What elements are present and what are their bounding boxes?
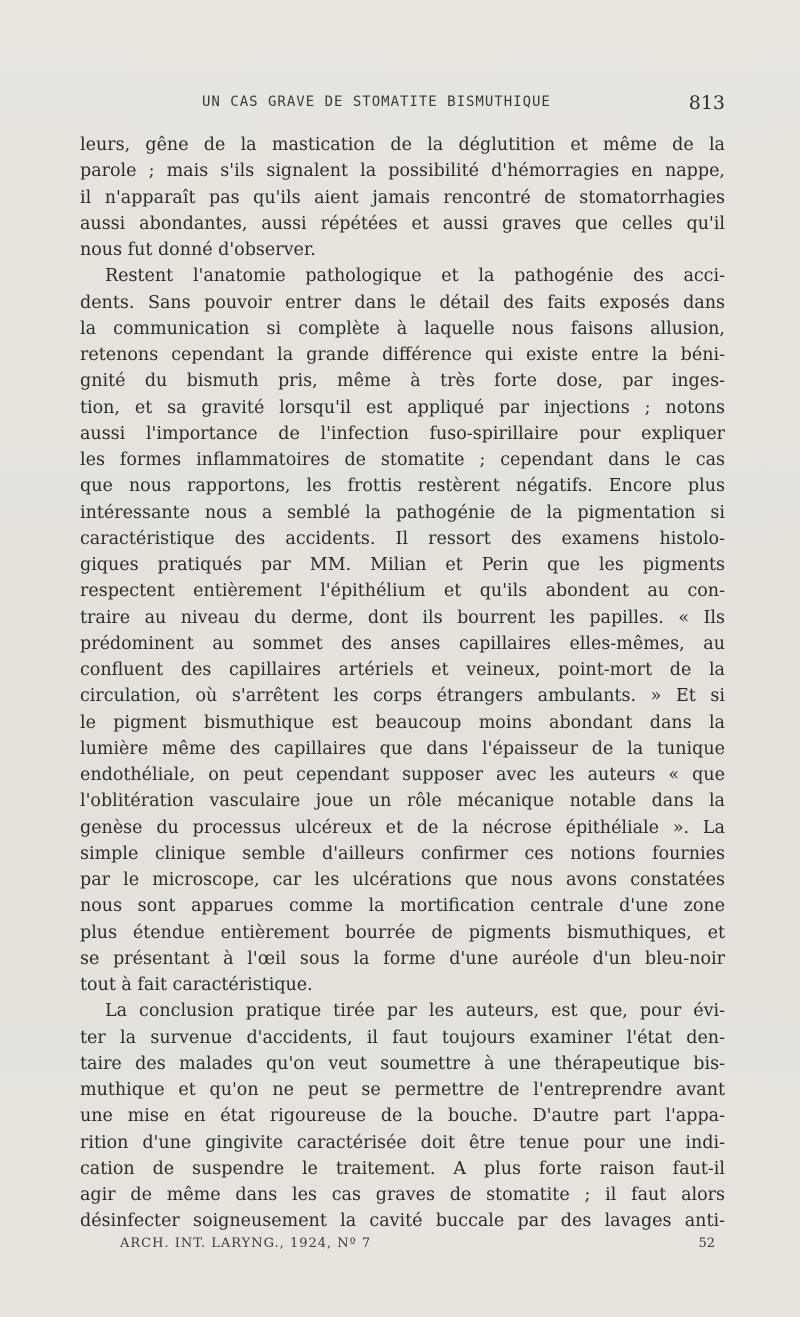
text-line: se présentant à l'œil sous la forme d'une auréole d'un bleu-noir (80, 948, 725, 969)
text-line: le pigment bismuthique est beaucoup moins abondant dans la (80, 712, 725, 733)
text-line: traire au niveau du derme, dont ils bourrent les papilles. « Ils (80, 607, 725, 628)
journal-reference: ARCH. INT. LARYNG., 1924, Nº 7 (120, 1236, 372, 1251)
text-line: circulation, où s'arrêtent les corps étrangers ambulants. » Et si (80, 686, 725, 707)
text-line: lumière même des capillaires que dans l'épaisseur de la tunique (80, 738, 725, 759)
text-line: Restent l'anatomie pathologique et la pathogénie des acci- (105, 266, 725, 287)
text-line: nous fut donné d'observer. (80, 240, 316, 260)
running-title: UN CAS GRAVE DE STOMATITE BISMUTHIQUE (202, 94, 551, 110)
text-line: par le microscope, car les ulcérations que nous avons constatées (80, 870, 725, 890)
running-header (80, 92, 725, 116)
text-line: tion, et sa gravité lorsqu'il est appliqué par injections ; notons (80, 397, 725, 418)
text-line: cation de suspendre le traitement. A plus forte raison faut-il (80, 1158, 725, 1179)
text-line: dents. Sans pouvoir entrer dans le détail des faits exposés dans (80, 292, 725, 313)
text-line: rition d'une gingivite caractérisée doit être tenue pour une indi- (80, 1132, 725, 1153)
page-footer (80, 1236, 725, 1256)
text-line: aussi abondantes, aussi répétées et aussi graves que celles qu'il (80, 213, 725, 234)
text-line: parole ; mais s'ils signalent la possibilité d'hémorragies en nappe, (80, 161, 725, 182)
text-line: genèse du processus ulcéreux et de la nécrose épithéliale ». La (80, 817, 725, 838)
sheet-number: 52 (698, 1236, 715, 1251)
page-number: 813 (688, 92, 725, 114)
text-line: la communication si complète à laquelle nous faisons allusion, (80, 318, 725, 339)
text-line: les formes inflammatoires de stomatite ; cependant dans le cas (80, 450, 725, 470)
text-line: aussi l'importance de l'infection fuso-spirillaire pour expliquer (80, 423, 725, 444)
text-line: nous sont apparues comme la mortification centrale d'une zone (80, 896, 725, 917)
text-line: une mise en état rigoureuse de la bouche. D'autre part l'appa- (80, 1106, 725, 1127)
text-line: muthique et qu'on ne peut se permettre de l'entreprendre avant (80, 1080, 725, 1100)
text-line: agir de même dans les cas graves de stomatite ; il faut alors (80, 1185, 725, 1205)
text-line: respectent entièrement l'épithélium et qu'ils abondent au con- (80, 581, 725, 602)
text-line: taire des malades qu'on veut soumettre à une thérapeutique bis- (80, 1053, 725, 1074)
text-line: plus étendue entièrement bourrée de pigments bismuthiques, et (80, 922, 725, 943)
text-line: endothéliale, on peut cependant supposer avec les auteurs « que (80, 765, 725, 785)
text-line: gnité du bismuth pris, même à très forte dose, par inges- (80, 371, 725, 392)
text-line: retenons cependant la grande différence qui existe entre la béni- (80, 345, 725, 365)
text-line: ter la survenue d'accidents, il faut toujours examiner l'état den- (80, 1027, 725, 1048)
text-line: intéressante nous a semblé la pathogénie de la pigmentation si (80, 502, 725, 523)
text-line: simple clinique semble d'ailleurs confirmer ces notions fournies (80, 843, 725, 864)
body-text (80, 132, 725, 1235)
text-line: confluent des capillaires artériels et veineux, point-mort de la (80, 660, 725, 680)
text-line: tout à fait caractéristique. (80, 975, 313, 995)
text-line: il n'apparaît pas qu'ils aient jamais rencontré de stomatorrhagies (80, 187, 725, 208)
text-line: désinfecter soigneusement la cavité buccale par des lavages anti- (80, 1211, 725, 1232)
text-line: caractéristique des accidents. Il ressort des examens histolo- (80, 528, 725, 549)
text-line: leurs, gêne de la mastication de la déglutition et même de la (80, 135, 725, 155)
text-line: que nous rapportons, les frottis restèrent négatifs. Encore plus (80, 476, 725, 497)
text-line: l'oblitération vasculaire joue un rôle mécanique notable dans la (80, 791, 725, 812)
text-line: La conclusion pratique tirée par les auteurs, est que, pour évi- (105, 1001, 725, 1022)
text-line: giques pratiqués par MM. Milian et Perin que les pigments (80, 555, 725, 575)
text-line: prédominent au sommet des anses capillaires elles-mêmes, au (80, 633, 725, 654)
